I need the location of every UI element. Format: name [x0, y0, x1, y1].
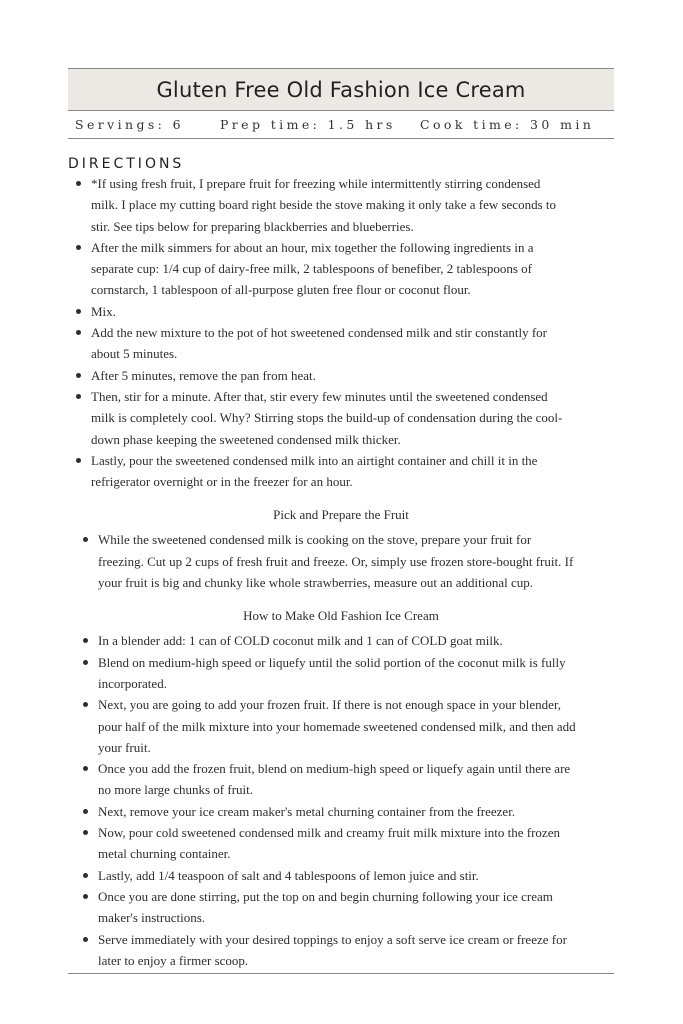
- prep-time: Prep time: 1.5 hrs: [220, 117, 396, 132]
- list-item: After the milk simmers for about an hour, mix together the following ingredients in a separate cup: 1/4 cup of dairy-free milk, 2 tablespoons of benefiber, 2 tablespoons of cornstarch, 1 tablespoon of all-purpose gluten free flour or coconut flour.: [91, 237, 569, 301]
- ice-cream-list: [68, 630, 576, 971]
- list-item: In a blender add: 1 can of COLD coconut milk and 1 can of COLD goat milk.: [98, 630, 576, 651]
- fruit-heading: Pick and Prepare the Fruit: [273, 507, 409, 523]
- list-item: Then, stir for a minute. After that, stir every few minutes until the sweetened condensed milk is completely cool. Why? Stirring stops the build-up of condensation during the cool-down phase keeping the sweetened condensed milk thicker.: [91, 386, 569, 450]
- recipe-card: [68, 68, 614, 974]
- list-item: Serve immediately with your desired toppings to enjoy a soft serve ice cream or freeze for later to enjoy a firmer scoop.: [98, 929, 576, 972]
- recipe-title-bar: [68, 68, 614, 111]
- cook-time: Cook time: 30 min: [420, 117, 595, 132]
- list-item: Next, remove your ice cream maker's metal churning container from the freezer.: [98, 801, 576, 822]
- list-item: *If using fresh fruit, I prepare fruit for freezing while intermittently stirring condensed milk. I place my cutting board right beside the stove making it only take a few seconds to stir. See tips below for preparing blackberries and blueberries.: [91, 173, 569, 237]
- recipe-meta-row: [68, 111, 614, 139]
- servings: Servings: 6: [75, 117, 185, 132]
- recipe-title: Gluten Free Old Fashion Ice Cream: [156, 77, 526, 102]
- list-item: Once you are done stirring, put the top on and begin churning following your ice cream maker's instructions.: [98, 886, 576, 929]
- list-item: Once you add the frozen fruit, blend on medium-high speed or liquefy again until there are no more large chunks of fruit.: [98, 758, 576, 801]
- fruit-list: [68, 529, 576, 593]
- ice-cream-heading: How to Make Old Fashion Ice Cream: [243, 608, 439, 624]
- bottom-divider: [68, 973, 614, 974]
- list-item: Now, pour cold sweetened condensed milk and creamy fruit milk mixture into the frozen metal churning container.: [98, 822, 576, 865]
- list-item: Add the new mixture to the pot of hot sweetened condensed milk and stir constantly for about 5 minutes.: [91, 322, 569, 365]
- list-item: Mix.: [91, 301, 569, 322]
- list-item: Next, you are going to add your frozen fruit. If there is not enough space in your blender, pour half of the milk mixture into your homemade sweetened condensed milk, and then add your fruit.: [98, 694, 576, 758]
- list-item: While the sweetened condensed milk is cooking on the stove, prepare your fruit for freezing. Cut up 2 cups of fresh fruit and freeze. Or, simply use frozen store-bought fruit. If your fruit is big and chunky like whole strawberries, measure out an additional cup.: [98, 529, 576, 593]
- directions-heading: DIRECTIONS: [68, 156, 185, 172]
- list-item: After 5 minutes, remove the pan from heat.: [91, 365, 569, 386]
- list-item: Blend on medium-high speed or liquefy until the solid portion of the coconut milk is fully incorporated.: [98, 652, 576, 695]
- list-item: Lastly, add 1/4 teaspoon of salt and 4 tablespoons of lemon juice and stir.: [98, 865, 576, 886]
- list-item: Lastly, pour the sweetened condensed milk into an airtight container and chill it in the refrigerator overnight or in the freezer for an hour.: [91, 450, 569, 493]
- directions-list: [68, 173, 569, 492]
